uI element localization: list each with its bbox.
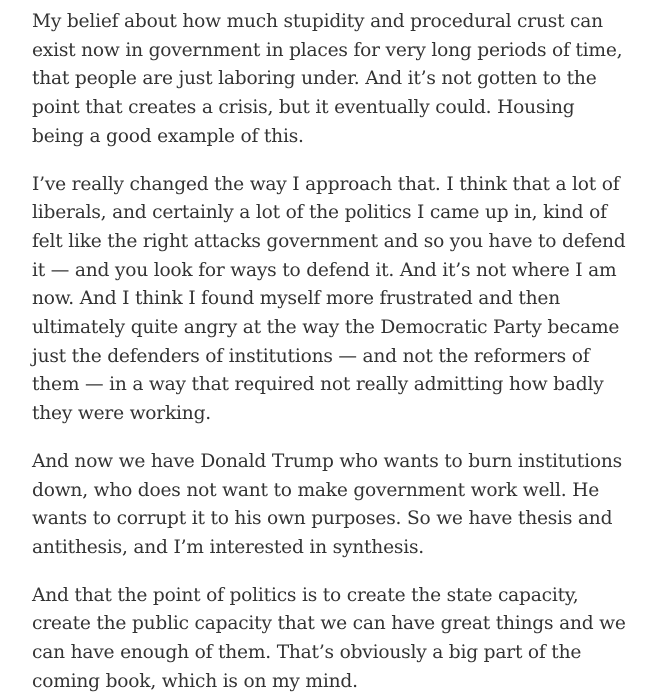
paragraph: My belief about how much stupidity and procedural crust can exist now in government in places for very long periods of time, that people are just laboring under. And it’s not gotten to the point that creates a crisis, but it eventually could. Housing being a good example of this.	[32, 11, 623, 147]
paragraph: And now we have Donald Trump who wants to burn institutions down, who does not want to make government work well. He wants to corrupt it to his own purposes. So we have thesis and antithesis, and I’m interested in synthesis.	[32, 450, 622, 558]
paragraph: I’ve really changed the way I approach that. I think that a lot of liberals, and certainly a lot of the politics I came up in, kind of felt like the right attacks government and so you have to defend it — and you look for ways to defend it. And it’s not where I am now. And I think I found myself more frustrated and then ultimately quite angry at the way the Democratic Party became just the defenders of institutions — and not the reformers of them — in a way that required not really admitting how badly they were working.	[32, 173, 626, 425]
paragraph: And that the point of politics is to create the state capacity, create the public capacity that we can have great things and we can have enough of them. That’s obviously a big part of the coming book, which is on my mind.	[32, 584, 626, 692]
